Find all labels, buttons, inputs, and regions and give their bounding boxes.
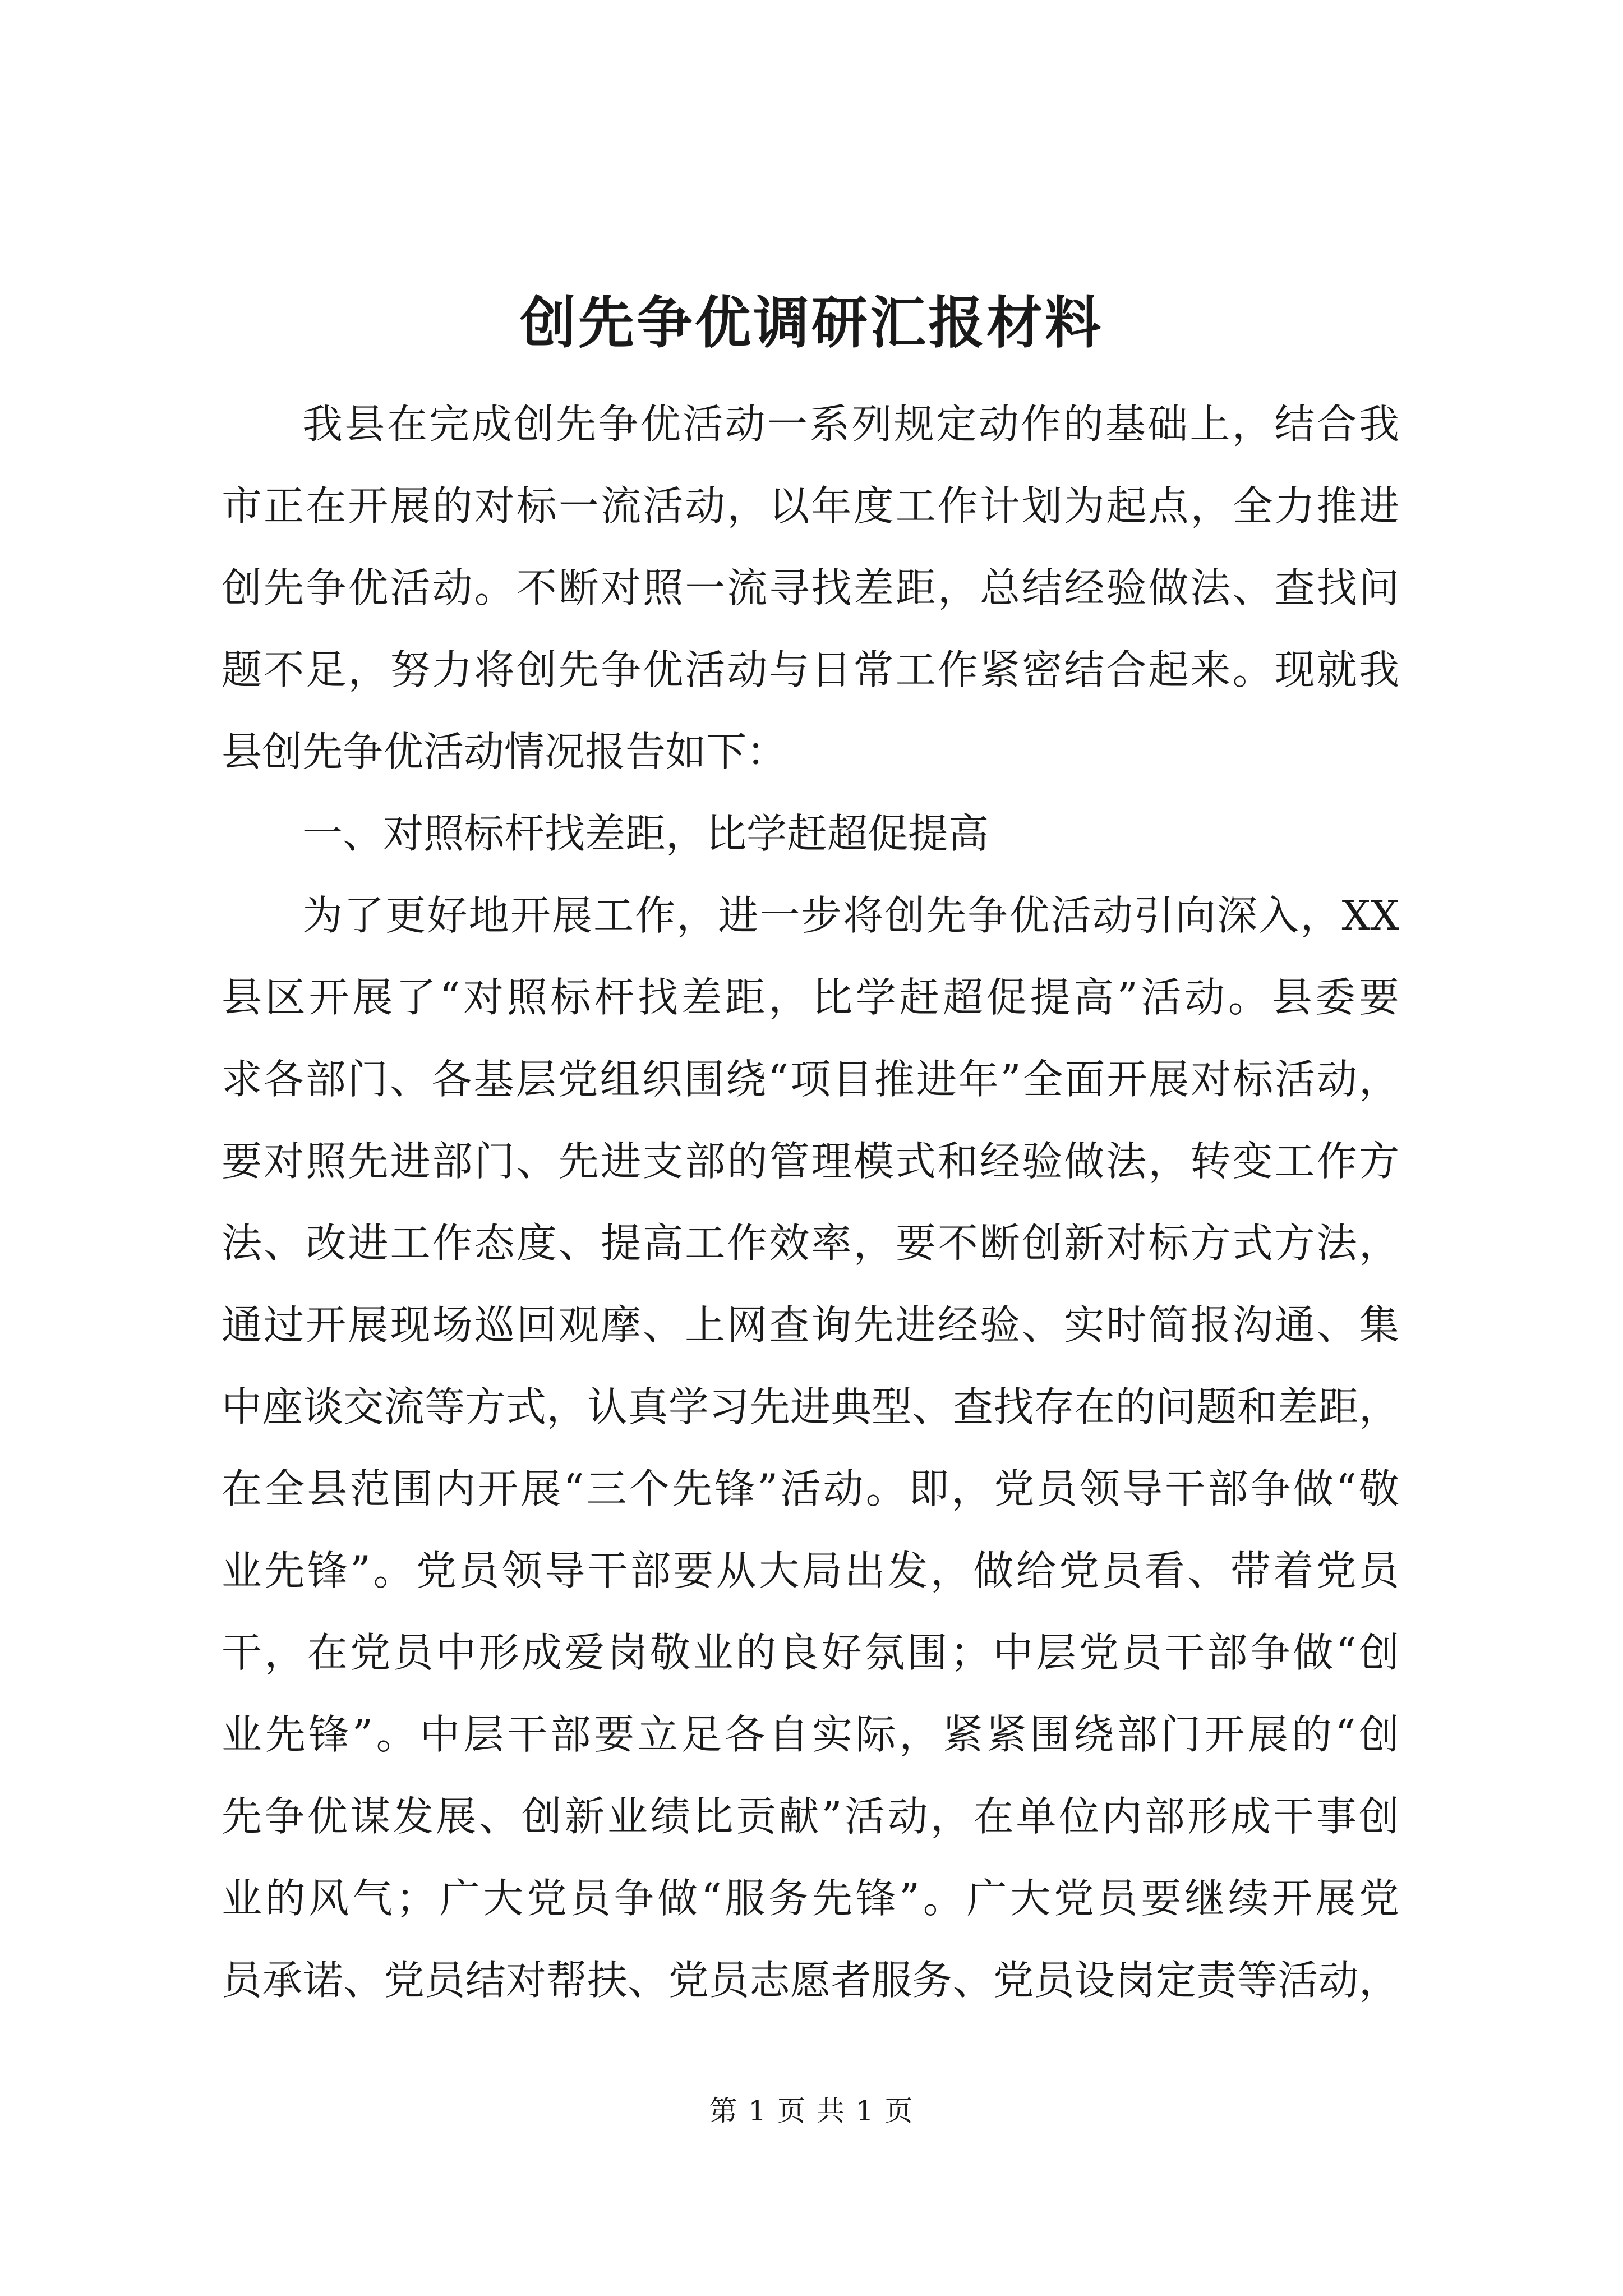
paragraph-3-line: 为了更好地开展工作，进一步将创先争优活动引向深入，XX: [302, 892, 1399, 939]
paragraph-3-line: 通过开展现场巡回观摩、上网查询先进经验、实时简报沟通、集: [222, 1301, 1399, 1349]
document-title: 创先争优调研汇报材料: [520, 289, 1103, 356]
paragraph-3-line: 求各部门、各基层党组织围绕“项目推进年”全面开展对标活动，: [222, 1056, 1399, 1103]
paragraph-1-line: 我县在完成创先争优活动一系列规定动作的基础上，结合我: [302, 401, 1399, 448]
paragraph-3-line: 先争优谋发展、创新业绩比贡献”活动，在单位内部形成干事创: [222, 1793, 1399, 1840]
paragraph-3-line: 中座谈交流等方式，认真学习先进典型、查找存在的问题和差距，: [222, 1383, 1399, 1430]
paragraph-1-line: 市正在开展的对标一流活动，以年度工作计划为起点，全力推进: [222, 482, 1399, 530]
page-footer: 第 1 页 共 1 页: [709, 2095, 914, 2127]
section-heading: 一、对照标杆找差距，比学赶超促提高: [302, 810, 989, 857]
document-body: [222, 383, 1399, 2021]
paragraph-3-line: 业先锋”。中层干部要立足各自实际，紧紧围绕部门开展的“创: [222, 1711, 1399, 1758]
paragraph-3-line: 业先锋”。党员领导干部要从大局出发，做给党员看、带着党员: [222, 1547, 1399, 1594]
paragraph-3-line: 法、改进工作态度、提高工作效率，要不断创新对标方式方法，: [222, 1220, 1399, 1267]
paragraph-1-line: 创先争优活动。不断对照一流寻找差距，总结经验做法、查找问: [222, 564, 1399, 611]
paragraph-3-line: 业的风气；广大党员争做“服务先锋”。广大党员要继续开展党: [222, 1875, 1399, 1922]
paragraph-3-line: 县区开展了“对照标杆找差距，比学赶超促提高”活动。县委要: [222, 974, 1399, 1021]
paragraph-1-line: 题不足，努力将创先争优活动与日常工作紧密结合起来。现就我: [222, 646, 1399, 693]
paragraph-3-line: 干，在党员中形成爱岗敬业的良好氛围；中层党员干部争做“创: [222, 1629, 1399, 1676]
paragraph-3-line: 员承诺、党员结对帮扶、党员志愿者服务、党员设岗定责等活动，: [222, 1957, 1399, 2004]
paragraph-3-line: 在全县范围内开展“三个先锋”活动。即，党员领导干部争做“敬: [222, 1465, 1399, 1512]
paragraph-1-line: 县创先争优活动情况报告如下：: [222, 728, 787, 775]
paragraph-3-line: 要对照先进部门、先进支部的管理模式和经验做法，转变工作方: [222, 1138, 1399, 1185]
